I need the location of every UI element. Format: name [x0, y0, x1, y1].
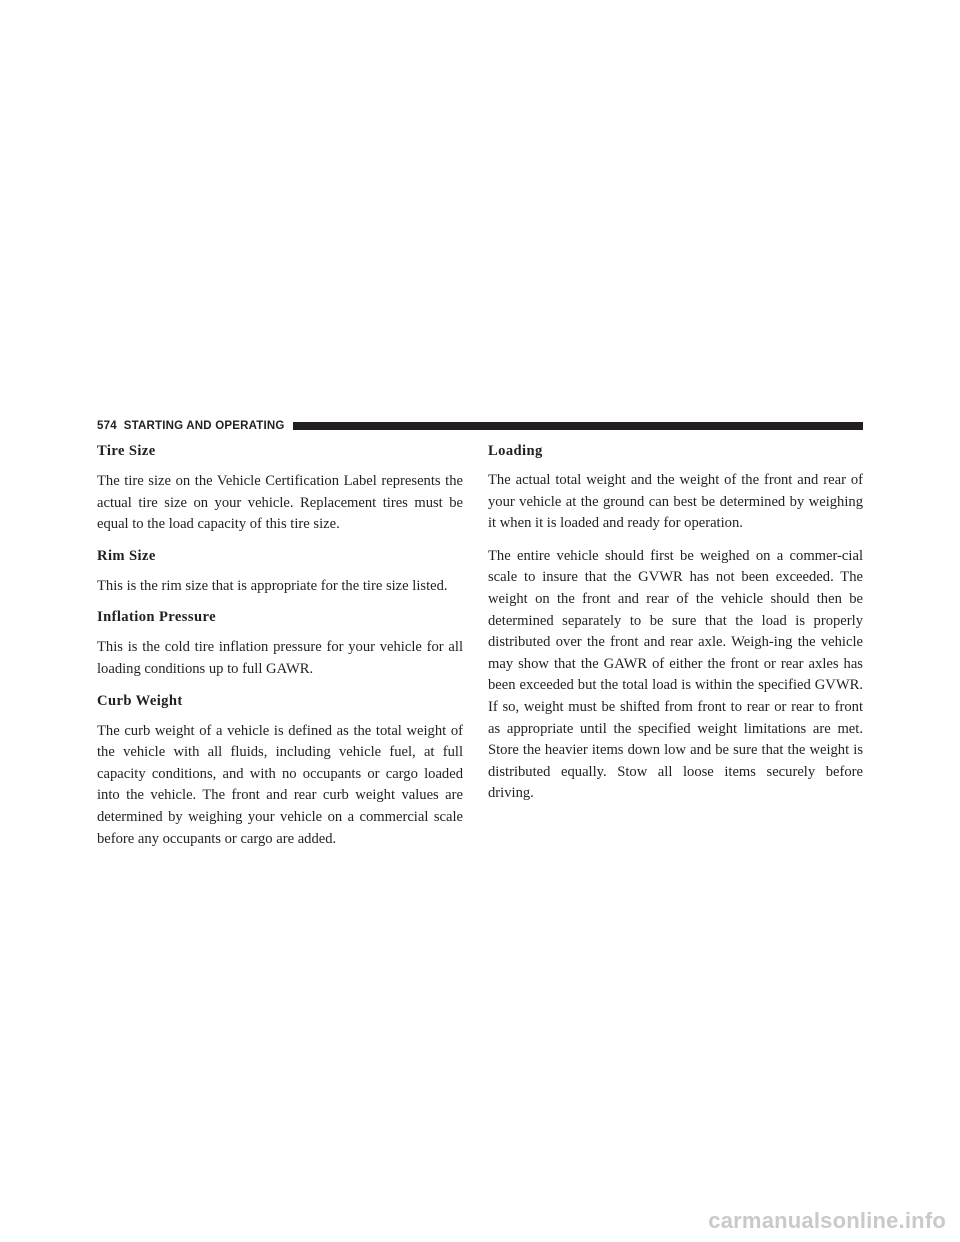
heading-rim-size: Rim Size — [97, 547, 156, 564]
right-column — [488, 442, 863, 816]
left-column — [97, 442, 463, 861]
paragraph-loading-1: The actual total weight and the weight of the front and rear of your vehicle at the ground can best be determined by weighing it when it is loaded and ready for operation. — [488, 472, 863, 532]
watermark-text: carmanualsonline.info — [708, 1208, 946, 1233]
page-header — [97, 418, 863, 434]
heading-inflation-pressure: Inflation Pressure — [97, 609, 216, 626]
heading-tire-size: Tire Size — [97, 443, 156, 459]
paragraph-loading-2: The entire vehicle should first be weighed on a commer-cial scale to insure that the GVWR has not been exceeded. The weight on the front and rear of the vehicle should then be determined separately to be sure that the load is properly distributed over the front and rear axle. Weigh-ing the vehicle may show that the GAWR of either the front or rear axles has been exceeded but the total load is within the specified GVWR. If so, weight must be shifted from front to rear or rear to front as appropriate until the specified weight limitations are met. Store the heavier items down low and be sure that the weight is distributed equally. Stow all loose items securely before driving. — [488, 547, 863, 802]
paragraph-inflation-pressure: This is the cold tire inflation pressure for your vehicle for all loading conditions up to full GAWR. — [97, 639, 463, 677]
page-number: 574 — [97, 420, 117, 432]
heading-curb-weight: Curb Weight — [97, 692, 183, 709]
section-title: STARTING AND OPERATING — [123, 420, 285, 432]
paragraph-tire-size: The tire size on the Vehicle Certification Label represents the actual tire size on your vehicle. Replacement tires must be equal to the load capacity of this tire size. — [97, 473, 463, 533]
paragraph-rim-size: This is the rim size that is appropriate for the tire size listed. — [97, 577, 448, 594]
header-rule — [293, 422, 863, 430]
paragraph-curb-weight: The curb weight of a vehicle is defined as the total weight of the vehicle with all fluids, including vehicle fuel, at full capacity conditions, and with no occupants or cargo loaded into the vehicle. The front and rear curb weight values are determined by weighing your vehicle on a commercial scale before any occupants or cargo are added. — [97, 722, 463, 847]
heading-loading: Loading — [488, 443, 543, 459]
